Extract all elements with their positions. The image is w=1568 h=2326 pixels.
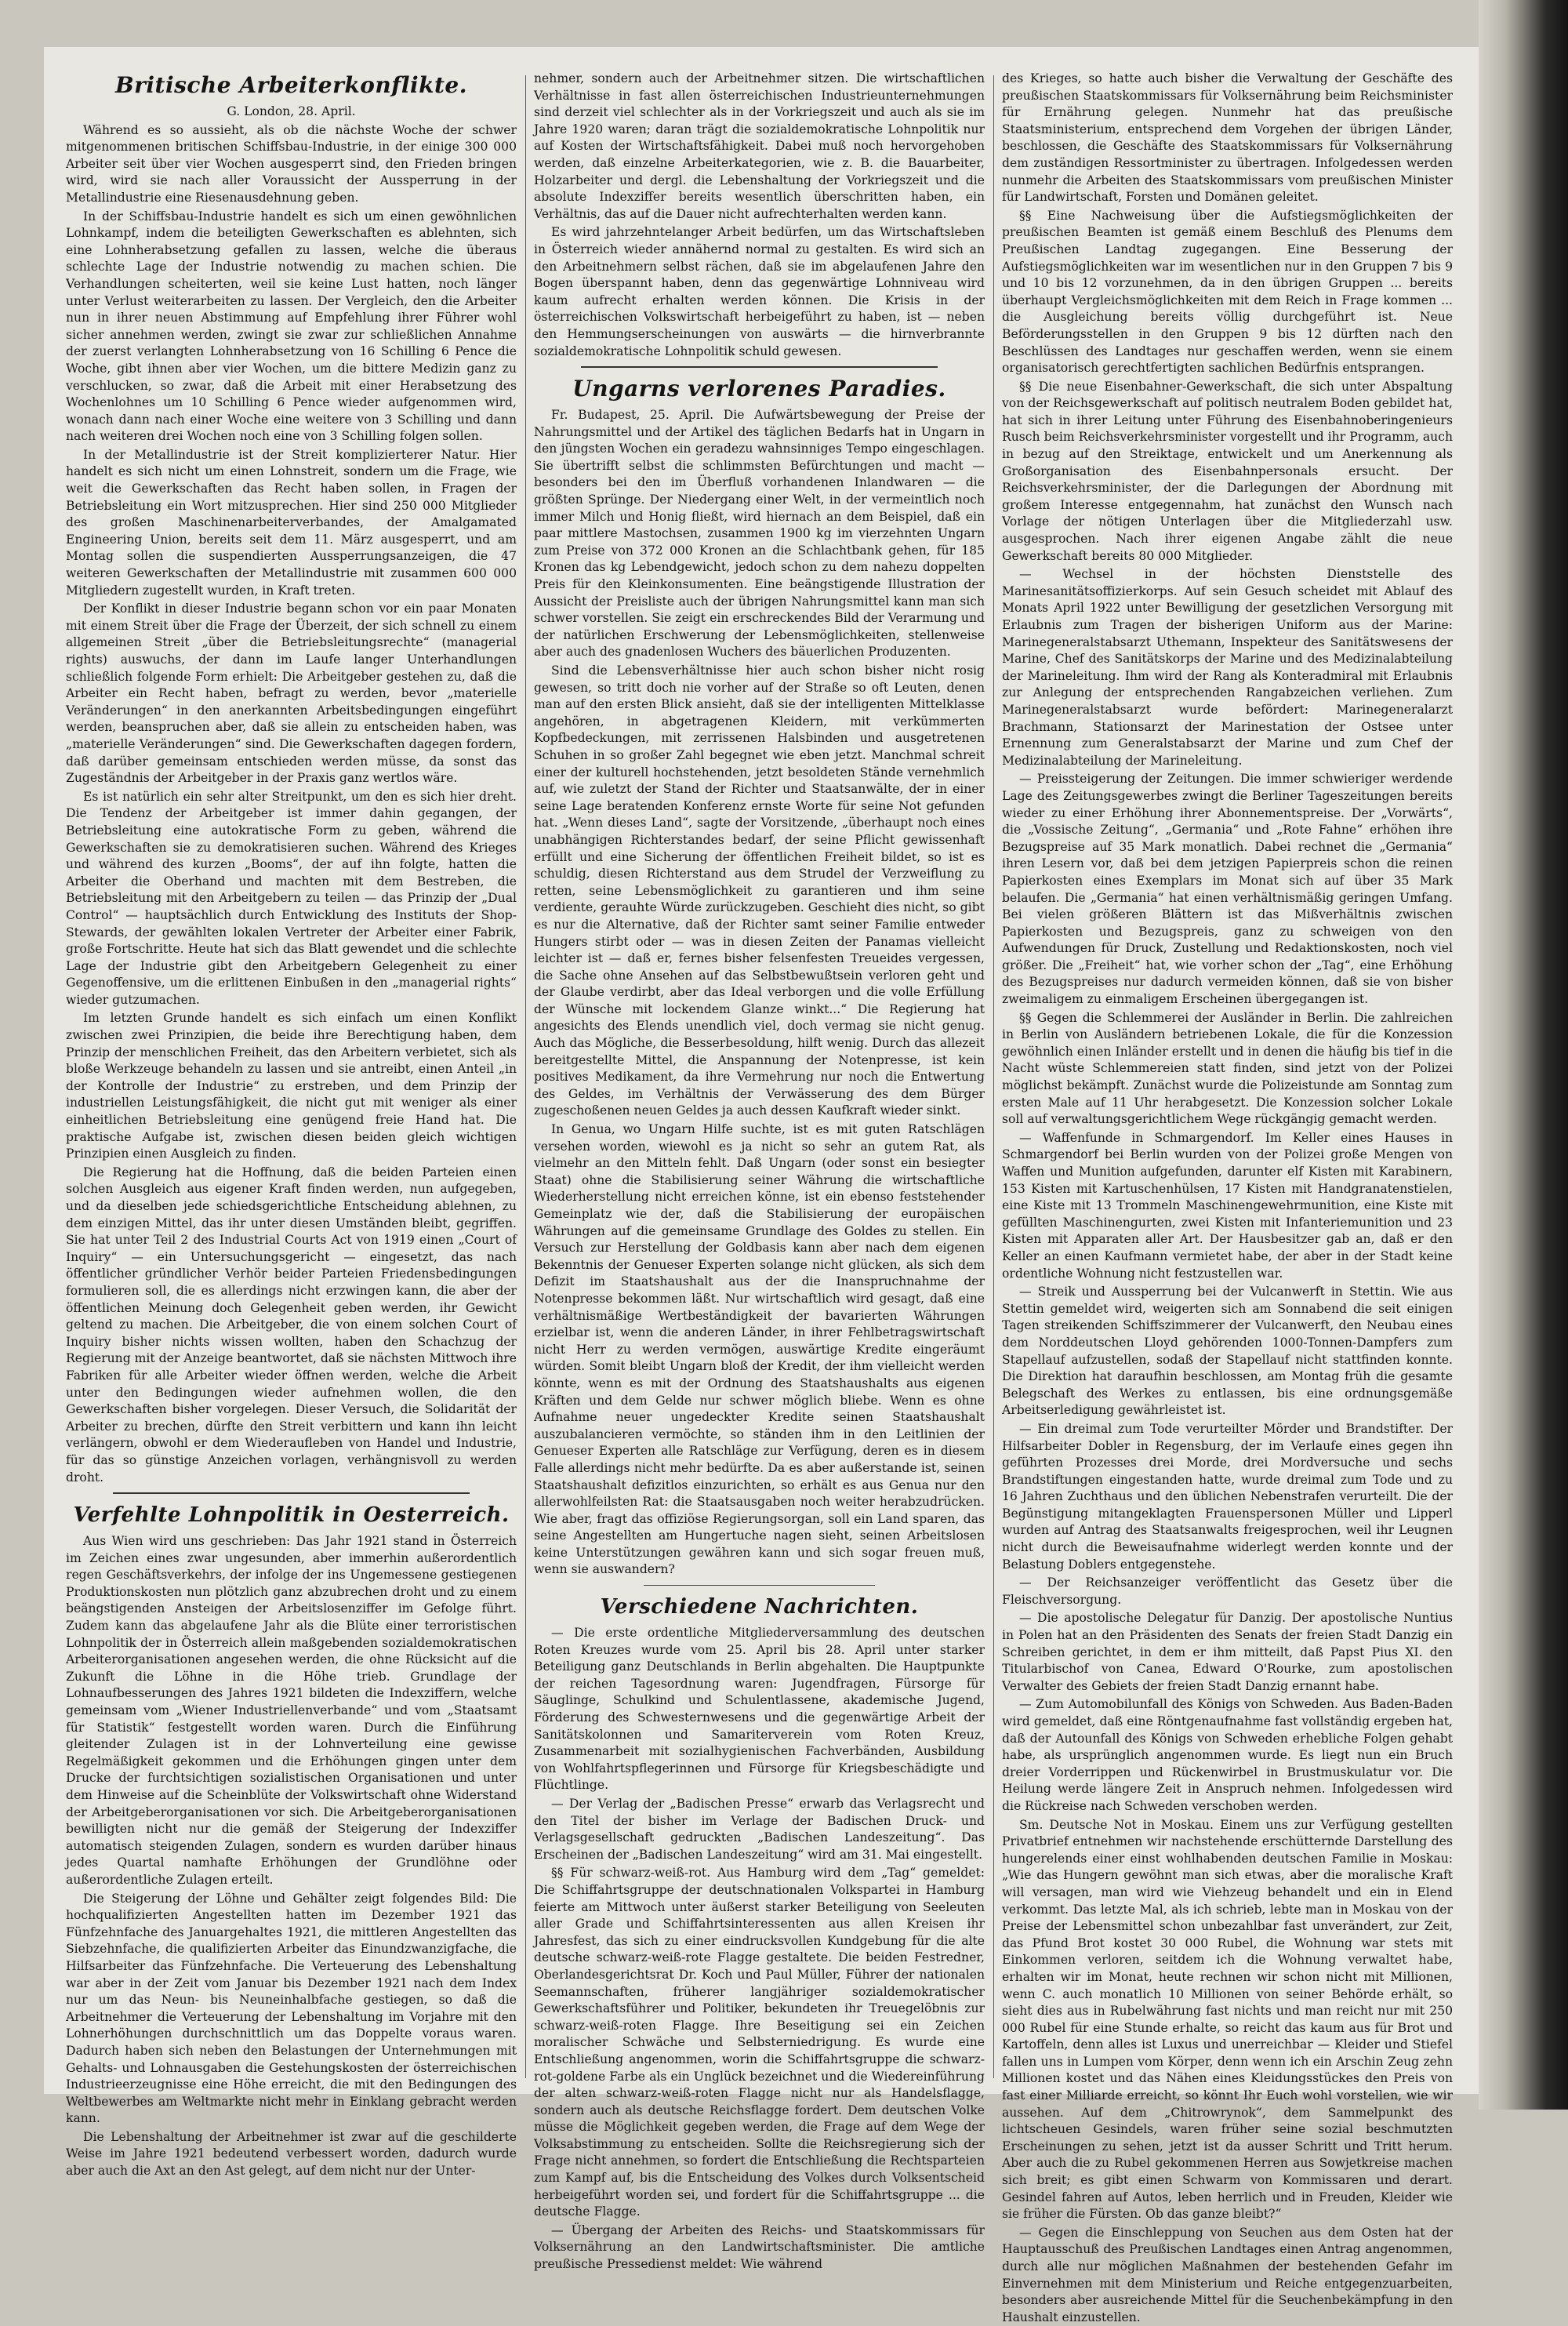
news-item: — Übergang der Arbeiten des Reichs- und Staatskommissars für Volksernährung an den Landwirtschaftsminister. Die amtliche preußische Pressedienst meldet: Wie während [534,2222,985,2272]
column-rule [993,75,994,2078]
news-item: — Ein dreimal zum Tode verurteilter Mörder und Brandstifter. Der Hilfsarbeiter Dobler in Regensburg, der im Verlaufe eines gegen ihn geführten Prozesses drei Morde, drei Mordversuche und sechs Brandstiftungen eingestanden hatte, wurde dreimal zum Tode und zu 16 Jahren Zuchthaus und den üblichen Nebenstrafen verurteilt. Die der Begünstigung mitangeklagten Frauenspersonen Müller und Lipperl wurden auf Antrag des Staatsanwalts freigesprochen, weil ihr Leugnen nicht durch die Beweisaufnahme widerlegt werden konnte und der Belastung Doblers entgegenstehe. [1002,1421,1453,1572]
column-3 [1002,71,1453,2324]
news-item: — Preissteigerung der Zeitungen. Die immer schwieriger werdende Lage des Zeitungsgewerbes zwingt die Berliner Tageszeitungen bereits wieder zu einer Erhöhung ihrer Abonnementspreise. Der „Vorwärts“, die „Vossische Zeitung“, „Germania“ und „Rote Fahne“ erhöhen ihre Bezugspreise auf 35 Mark monatlich. Dabei rechnet die „Germania“ ihren Lesern vor, daß bei dem jetzigen Papierpreis schon die reinen Papierkosten eines Exemplars im Monat sich auf über 35 Mark belaufen. Die „Germania“ hat einen verhältnismäßig geringen Umfang. Bei vielen größeren Blättern ist das Mißverhältnis zwischen Papierkosten und Bezugspreis, ganz zu schweigen von den Aufwendungen für Druck, Zustellung und Redaktionskosten, noch viel größer. Die „Freiheit“ hat, wie vorher schon der „Tag“, eine Erhöhung des Bezugspreises nur dadurch vermeiden können, daß sie von bisher zweimaligem zu einmaligem Erscheinen übergegangen ist. [1002,772,1453,1007]
news-item: — Gegen die Einschleppung von Seuchen aus dem Osten hat der Hauptausschuß des Preußischen Landtages einen Antrag angenommen, durch alle nur möglichen Maßnahmen der bestehenden Gefahr im Einvernehmen mit dem Ministerium und Reiche entgegenzuarbeiten, besonders aber ausreichende Mittel für die Seuchenbekämpfung in den Haushalt einzustellen. [1002,2225,1453,2324]
article-paragraph: nehmer, sondern auch der Arbeitnehmer sitzen. Die wirtschaftlichen Verhältnisse in fast allen österreichischen Industrieunternehmungen sind derzeit viel schlechter als in der Vorkriegszeit und auch als sie im Jahre 1920 waren; daran trägt die sozialdemokratische Lohnpolitik nur auf Kosten der Wirtschaftsfähigkeit. Dabei muß noch hervorgehoben werden, daß einzelne Arbeiterkategorien, wie z. B. die Bauarbeiter, Holzarbeiter und dergl. die Lebenshaltung der Vorkriegszeit und die absolute Indexziffer bereits wesentlich überschritten haben, ein Verhältnis, das auf die Dauer nicht aufrechterhalten werden kann. [534,71,985,221]
section-divider [113,1492,470,1494]
news-item: — Wechsel in der höchsten Dienststelle des Marinesanitätsoffizierkorps. Auf sein Gesuch scheidet mit Ablauf des Monats April 1922 unter Bewilligung der gesetzlichen Versorgung mit Erlaubnis zum Tragen der bisherigen Uniform aus der Marine: Marinegeneralstabsarzt Uthemann, Inspekteur des Sanitätswesens der Marine, Chef des Sanitätskorps der Marine und des Medizinalabteilung der Marineleitung. Ihm wird der Rang als Konteradmiral mit Erlaubnis zur Anlegung der entsprechenden Rangabzeichen verliehen. Zum Marinegeneralstabsarzt wurde befördert: Marinegeneralarzt Brachmann, Stationsarzt der Marinestation der Ostsee unter Ernennung zum Generalstabsarzt der Marine und zum Chef der Medizinalabteilung der Marineleitung. [1002,567,1453,768]
news-item: — Der Reichsanzeiger veröffentlicht das Gesetz über die Fleischversorgung. [1002,1576,1453,1607]
section-divider [581,366,938,368]
article-title: Britische Arbeiterkonflikte. [114,72,467,98]
article-paragraph: Im letzten Grunde handelt es sich einfach um einen Konflikt zwischen zwei Prinzipien, die beide ihre Berechtigung haben, dem Prinzip der menschlichen Freiheit, das den Arbeitern verbietet, sich als bloße Werkzeuge behandeln zu lassen und sie antreibt, einen Anteil „in der Kontrolle der Industrie“ zu erstreben, und dem Prinzip der industriellen Leistungsfähigkeit, die nicht gut mit weniger als einer einheitlichen Betriebsleitung eine genügend freie Hand hat. Die praktische Aufgabe ist, zwischen diesen beiden gleich wichtigen Prinzipien einen Ausgleich zu finden. [66,1011,517,1161]
article-title: Verschiedene Nachrichten. [600,1595,919,1619]
news-item: — Der Verlag der „Badischen Presse“ erwarb das Verlagsrecht und den Titel der bisher im Verlage der Badischen Druck- und Verlagsgesellschaft gedruckten „Badischen Landeszeitung“. Das Erscheinen der „Badischen Landeszeitung“ wird am 31. Mai eingestellt. [534,1797,985,1862]
news-item: Sm. Deutsche Not in Moskau. Einem uns zur Verfügung gestellten Privatbrief entnehmen wir nachstehende erschütternde Darstellung des hungerelends einer einst wohlhabenden deutschen Familie in Moskau: „Wie das Hungern gewöhnt man sich etwas, aber die moralische Kraft will versagen, man wird wie Viehzeug behandelt und ein in Elend verkommt. Das letzte Mal, als ich schrieb, lebte man in Moskau von der Preise der Lebensmittel schon unbezahlbar fast unverändert, zur Zeit, das Pfund Brot kostet 30 000 Rubel, die Wohnung war stets mit Einkommen verloren, seitdem ich die Wohnung verwaltet habe, erhalten wir im Monat, heute rechnen wir schon nicht mit Millionen, wenn C. auch monatlich 10 Millionen von seiner Behörde erhält, so sieht dies aus in Rubelwährung fast nichts und man reicht nur mit 250 000 Rubel für eine Stunde erhalte, so reicht das kaum aus für Brot und Kartoffeln, denn alles ist Luxus und unerreichbar — Kleider und Stiefel fallen uns in Lumpen vom Körper, denn wenn ich ein Arschin Zeug zehn Millionen kostet und das Nähen eines Kleidungsstückes den Preis von fast einer Milliarde erreicht, so könnt Ihr Euch wohl vorstellen, wie wir aussehen. Auf dem „Chitrowrynok“, dem Sammelpunkt des lichtscheuen Gesindels, waren früher seine sozial beschmutzten Erscheinungen zu sehen, jetzt ist da ausser Schritt und Tritt herum. Aber auch die zu Rubel gekommenen Herren aus Sowjetkreise machen sich breit; es gibt einen Schwarm von Kommissaren und derart. Gesindel fahren auf Autos, leben herrlich und in Freuden, Kleider wie sie früher die Fürsten. Ob das ganze bleibt?“ [1002,1817,1453,2222]
news-item: §§ Für schwarz-weiß-rot. Aus Hamburg wird dem „Tag“ gemeldet: Die Schiffahrtsgruppe der deutschnationalen Volkspartei in Hamburg feierte am Mittwoch unter äußerst starker Beteiligung von Seeleuten aller Grade und Schiffahrtsinteressenten aus allen Kreisen ihr Jahresfest, das sich zu einer eindrucksvollen Kundgebung für die alte deutsche schwarz-weiß-rote Flagge gestaltete. Die beiden Festredner, Oberlandesgerichtsrat Dr. Koch und Paul Müller, Führer der nationalen Seemannschaften, früherer langjähriger sozialdemokratischer Gewerkschaftsführer und Politiker, bekundeten ihr Treuegelöbnis zur schwarz-weiß-roten Flagge. Ihre Beseitigung sei ein Zeichen moralischer Schwäche und Selbsterniedrigung. Es wurde eine Entschließung angenommen, worin die Schiffahrtsgruppe die schwarz-rot-goldene Farbe als ein Unglück bezeichnet und die Wiedereinführung der alten schwarz-weiß-roten Flagge nicht nur als Handelsflagge, sondern auch als deutsche Reichsflagge fordert. Dem deutschen Volke müsse die Möglichkeit gegeben werden, die Frage auf dem Wege der Volksabstimmung zu entscheiden. Sollte die Reichsregierung sich der Frage nicht annehmen, so fordert die Entschließung die Rechtsparteien zum Kampf auf, bis die Entscheidung des Volkes durch Volksentscheid herbeigeführt worden sei, und fordert für die Schiffahrtsgruppe ... die deutsche Flagge. [534,1866,985,2219]
news-item: — Die erste ordentliche Mitgliederversammlung des deutschen Roten Kreuzes wurde vom 25. April bis 28. April unter starker Beteiligung ganz Deutschlands in Berlin abgehalten. Die Hauptpunkte der reichen Tagesordnung waren: Jugendfragen, Fürsorge für Säuglinge, Schulkind und Schulentlassene, akademische Jugend, Förderung des Schwesternwesens und die gegenwärtige Arbeit der Sanitätskolonnen und Samariterverein vom Roten Kreuz, Zusammenarbeit mit sozialhygienischen Fachverbänden, Ausbildung von Wohlfahrtspflegerinnen und Fürsorge für Kriegsbeschädigte und Flüchtlinge. [534,1626,985,1793]
news-item: §§ Gegen die Schlemmerei der Ausländer in Berlin. Die zahlreichen in Berlin von Ausländern betriebenen Lokale, die für die Konzession gewöhnlich einen Inländer erstellt und in denen die häufig bis tief in die Nacht wüste Schlemmereien statt finden, sind jetzt von der Polizei möglichst bekämpft. Zunächst wurde die Polizeistunde am Sonntag zum ersten Male auf 11 Uhr herabgesetzt. Die Konzession solcher Lokale soll auf verwaltungsgerichtlichem Wege rückgängig gemacht werden. [1002,1010,1453,1127]
article-paragraph: Fr. Budapest, 25. April. Die Aufwärtsbewegung der Preise der Nahrungsmittel und der Artikel des täglichen Bedarfs hat in Ungarn in den jüngsten Wochen ein geradezu wahnsinniges Tempo eingeschlagen. Sie übertrifft selbst die schlimmsten Befürchtungen und macht — besonders bei den im Überfluß vorhandenen Inlandwaren — die größten Sprünge. Der Niedergang einer Welt, in der vermeintlich noch immer Milch und Honig fließt, wird hiernach an dem Beispiel, daß ein paar mittlere Mastochsen, zusammen 1900 kg im vierzehnten Ungarn zum Preise von 372 000 Kronen an die Schlachtbank gehen, für 185 Kronen das kg Lebendgewicht, jedoch schon zu dem nahezu doppelten Preis für den Kleinkonsumenten. Eine beängstigende Illustration der Aussicht der Preisliste auch der übrigen Nahrungsmittel kann man sich schwer vorstellen. Sie zeigt ein erschreckendes Bild der Verarmung und der natürlichen Erschwerung der Lebensmöglichkeiten, stellenweise aber auch des gnadenlosen Wuchers des bäuerlichen Produzenten. [534,408,985,660]
newspaper-page [44,47,1479,2324]
article-paragraph: Der Konflikt in dieser Industrie begann schon vor ein paar Monaten mit einem Streit über die Frage der Überzeit, der sich schnell zu einem allgemeinen Streit „über die Betriebsleitungsrechte“ (managerial rights) auswuchs, der dann im Laufe langer Unterhandlungen schließlich folgende Form erhielt: Die Arbeitgeber gestehen zu, daß die Arbeiter ein Recht haben, befragt zu werden, bevor „materielle Veränderungen“ in den anerkannten Arbeitsbedingungen eingeführt werden, beanspruchen aber, daß sie allein zu entscheiden haben, was „materielle Veränderungen“ sind. Die Gewerkschaften dagegen fordern, daß darüber gemeinsam entschieden werden müsse, da sonst das Zugeständnis der Arbeitgeber in der Praxis ganz wertlos wäre. [66,601,517,786]
news-item: §§ Die neue Eisenbahner-Gewerkschaft, die sich unter Abspaltung von der Reichsgewerkschaft auf politisch neutralem Boden gebildet hat, hat sich in ihrer Leitung unter Führung des Eisenbahnoberingenieurs Rusch beim Reichsverkehrsminister vorgestellt und ihr Programm, auch in bezug auf den Streiktage, entwickelt und um Anerkennung als Großorganisation des Eisenbahnpersonals ersucht. Der Reichsverkehrsminister, der die Darlegungen der Abordnung mit großem Interesse entgegennahm, hat zunächst den Wunsch nach Vorlage der nötigen Unterlagen über die Mitgliederzahl usw. ausgesprochen. Nach ihrer eigenen Angabe zählt die neue Gewerkschaft bereits 80 000 Mitglieder. [1002,379,1453,563]
article-paragraph: Die Regierung hat die Hoffnung, daß die beiden Parteien einen solchen Ausgleich aus eigener Kraft finden werden, nun aufgegeben, und da dieselben jede schiedsgerichtliche Entscheidung ablehnen, zu dem einzigen Mittel, das ihr unter diesen Umständen bleibt, gegriffen. Sie hat unter Teil 2 des Industrial Courts Act von 1919 einen „Court of Inquiry“ — ein Untersuchungsgericht — eingesetzt, das nach öffentlicher gründlicher Verhör beider Parteien Friedensbedingungen formulieren soll, die es allerdings nicht erzwingen kann, die aber der öffentlichen Meinung doch Gelegenheit geben werden, ihr Gewicht geltend zu machen. Die Arbeitgeber, die von einem solchen Court of Inquiry bisher nichts wissen wollten, haben den Schachzug der Regierung mit der Anzeige beantwortet, daß sie nächsten Mittwoch ihre Fabriken für alle Arbeiter wieder öffnen werden, welche die Arbeit unter den Bedingungen wieder aufnehmen wollen, die den Gewerkschaften bisher vorgelegen. Dieser Versuch, die Solidarität der Arbeiter zu brechen, dürfte den Streit verbittern und kann ihn leicht verlängern, obwohl er dem Wiederaufleben von Handel und Industrie, für das so günstige Anzeichen vorlagen, verhängnisvoll zu werden droht. [66,1165,517,1485]
article-paragraph: In der Metallindustrie ist der Streit komplizierterer Natur. Hier handelt es sich nicht um einen Lohnstreit, sondern um die Frage, wie weit die Gewerkschaften das Recht haben sollen, in Fragen der Betriebsleitung ein Wort mitzusprechen. Hier sind 250 000 Mitglieder des großen Maschinenarbeiterverbandes, der Amalgamated Engineering Union, bereits seit dem 11. März ausgesperrt, und am Montag sollen die suspendierten Aussperrungsanzeigen, die 47 weiteren Gewerkschaften der Metallindustrie mit zusammen 600 000 Mitgliedern zugestellt wurden, in Kraft treten. [66,447,517,598]
article-title: Verfehlte Lohnpolitik in Oesterreich. [73,1503,510,1528]
news-item: — Die apostolische Delegatur für Danzig. Der apostolische Nuntius in Polen hat an den Präsidenten des Senats der freien Stadt Danzig ein Schreiben gerichtet, in dem er ihm mitteilt, daß Papst Pius XI. den Titularbischof von Canea, Edward O'Rourke, zum apostolischen Verwalter des Gebiets der freien Stadt Danzig ernannt habe. [1002,1611,1453,1693]
column-2 [534,71,985,2272]
news-item: des Krieges, so hatte auch bisher die Verwaltung der Geschäfte des preußischen Staatskommissars für Volksernährung beim Reichsminister für Ernährung gelegen. Nunmehr hat das preußische Staatsministerium, entsprechend dem Vorgehen der übrigen Länder, beschlossen, die Geschäfte des Staatskommissars für Volksernährung dem zuständigen Ressortminister zu übertragen. Infolgedessen werden nunmehr die Arbeiten des Staatskommissars vom preußischen Minister für Landwirtschaft, Forsten und Domänen geleitet. [1002,71,1453,205]
book-binding-edge [1479,0,1568,2110]
article-dateline: G. London, 28. April. [227,104,356,118]
article-paragraph: Die Steigerung der Löhne und Gehälter zeigt folgendes Bild: Die hochqualifizierten Angestellten hatten im Dezember 1921 das Fünfzehnfache des Januargehaltes 1921, die mittleren Angestellten das Siebzehnfache, die qualifizierten Arbeiter das Einundzwanzigfache, die Hilfsarbeiter das Fünfzehnfache. Die Verteuerung des Lebenshaltung war aber in der Zeit vom Januar bis Dezember 1921 nach dem Index nur um das Neun- bis Neuneinhalbfache gestiegen, so daß die Arbeitnehmer die Verteuerung der Lebenshaltung im Vorjahre mit den Lohnerhöhungen durchschnittlich um das Doppelte voraus waren. Dadurch haben sich neben den Belastungen der Unternehmungen mit Gehalts- und Lohnausgaben die Gestehungskosten der österreichischen Industrieerzeugnisse eine Höhe erreicht, die mit den Bedingungen des Weltbewerbes am Weltmarkte nicht mehr in Einklang gebracht werden kann. [66,1891,517,2126]
news-item: — Zum Automobilunfall des Königs von Schweden. Aus Baden-Baden wird gemeldet, daß eine Röntgenaufnahme fast vollständig ergeben hat, daß der Autounfall des Königs von Schweden erhebliche Folgen gehabt habe, als ursprünglich angenommen wurde. Es liegt nun ein Bruch dreier Vorderrippen und Rückenwirbel in Brustmuskulatur vor. Die Heilung werde längere Zeit in Anspruch nehmen. Infolgedessen wird die Rückreise nach Schweden verschoben werden. [1002,1697,1453,1813]
article-paragraph: In Genua, wo Ungarn Hilfe suchte, ist es mit guten Ratschlägen versehen worden, wiewohl es ja nicht so sehr an gutem Rat, als vielmehr an den Mitteln fehlt. Daß Ungarn (oder sonst ein besiegter Staat) ohne die Stabilisierung seiner Währung die wirtschaftliche Wiederherstellung nicht erreichen könne, ist ein ebenso feststehender Gemeinplatz wie der, daß die Stabilisierung der europäischen Währungen auf die gemeinsame Grundlage des Goldes zu stellen. Ein Versuch zur Herstellung der Goldbasis kann aber nach dem eigenen Bekenntnis der Genueser Experten solange nicht glücken, als sich dem Defizit im Staatshaushalt aus der die Inanspruchnahme der Notenpresse bekommen läßt. Nur wirtschaftlich wird gesagt, daß eine verhältnismäßige Wertbeständigkeit der bavarierten Währungen erzielbar ist, wenn die anderen Länder, in ihrer Fehlbetragswirtschaft nicht Herr zu werden vermögen, auswärtige Kredite eingeräumt würden. Somit bleibt Ungarn bloß der Kredit, der ihm vielleicht werden könnte, wenn es mit der Ordnung des Staatshaushalts aus eigenen Kräften und dem Gelde nur schwer möglich bliebe. Wenn es ohne Aufnahme neuer ungedeckter Kredite seinen Staatshaushalt auszubalancieren vermöchte, so ständen ihm in den Leitlinien der Genueser Experten alle Ratschläge zur Verfügung, deren es in diesem Falle allerdings nicht mehr bedürfte. Da es aber außerstande ist, seinen Staatshaushalt defizitlos einzurichten, so erhält es aus Genua nur den allerwohlfeilsten Rat: die Staatsausgaben noch weiter herabzudrücken. Wie aber, fragt das offiziöse Regierungsorgan, soll ein Land sparen, das seine Angestellten am Hungertuche nagen sieht, seinen Arbeitslosen keine Unterstützungen gewähren kann und sich sogar freuen muß, wenn sie auswandern? [534,1122,985,1577]
article-paragraph: Während es so aussieht, als ob die nächste Woche der schwer mitgenommenen britischen Schiffsbau-Industrie, in der einige 300 000 Arbeiter seit über vier Wochen ausgesperrt sind, den Frieden bringen wird, wird sie nach aller Voraussicht der Aussperrung in der Metallindustrie eine Riesenausdehnung geben. [66,122,517,205]
news-item: §§ Eine Nachweisung über die Aufstiegsmöglichkeiten der preußischen Beamten ist gemäß einem Beschluß des Plenums dem Preußischen Landtag zugegangen. Eine Besserung der Aufstiegsmöglichkeiten war im wesentlichen nur in den Gruppen 7 bis 9 und 10 bis 12 vorzunehmen, da in den übrigen Gruppen ... bereits überhaupt Vergleichsmöglichkeiten mit dem Reich in Frage kommen ... die Ausgleichung bereits völlig durchgeführt ist. Neue Beförderungsstellen in den Gruppen 9 bis 12 dürften nach den Beschlüssen des Landtages nur geschaffen werden, wenn sie einem organisatorisch gerechtfertigten sachlichen Bedürfnis entsprangen. [1002,208,1453,376]
article-paragraph: Sind die Lebensverhältnisse hier auch schon bisher nicht rosig gewesen, so tritt doch nie vorher auf der Straße so oft Leuten, denen man auf den ersten Blick ansieht, daß sie der intelligenten Mittelklasse angehören, in abgetragenen Kleidern, mit verkümmerten Kopfbedeckungen, mit zerrissenen Halsbinden und ausgetretenen Schuhen in so großer Zahl begegnet wie eben jetzt. Manchmal schreit einer der kulturell hochstehenden, jetzt besoldeten Stände vernehmlich auf, wie zuletzt der Stand der Richter und Staatsanwälte, der in einer seine Lage beratenden Konferenz ernste Worte für seine Not gefunden hat. „Wenn dieses Land“, sagte der Vorsitzende, „überhaupt noch eines unabhängigen Richterstandes bedarf, der seine Pflicht gewissenhaft erfüllt und eine Sicherung der öffentlichen Freiheit bildet, so ist es schuldig, diesen Richterstand aus dem Strudel der Verzweiflung zu retten, seine Lebensmöglichkeit zu garantieren und ihm seine verdiente, gerauhte Würde zurückzugeben. Geschieht dies nicht, so gibt es nur die Alternative, daß der Richter samt seiner Familie entweder Hungers stirbt oder — was in diesen Zeiten der Panamas vielleicht leichter ist — daß er, fernes bisher felsenfesten Treueides vergessen, die Sache ohne Ansehen auf das Selbstbewußtsein verloren geht und der Glaube verdirbt, aber das Ideal verborgen und die volle Erfüllung der Wünsche mit lockendem Glanze winkt...“ Die Regierung hat angesichts des Elends unendlich viel, doch vermag sie nicht genug. Auch das Mögliche, die Besserbesoldung, hilft wenig. Durch das allezeit bereitgestellte Mittel, die Anspannung der Notenpresse, ist kein positives Medikament, da ihre Vermehrung nur noch die Entwertung des Geldes, im Verhältnis der Verwässerung des dem Bürger zugeschoßenen neuen Geldes ja auch dessen Kaufkraft wieder sinkt. [534,663,985,1118]
column-1 [66,71,517,2179]
article-title: Ungarns verlorenes Paradies. [572,376,946,402]
article-paragraph: In der Schiffsbau-Industrie handelt es sich um einen gewöhnlichen Lohnkampf, indem die beteiligten Gewerkschaften es ablehnten, sich eine Lohnherabsetzung gefallen zu lassen, welche die überaus schlechte Lage der Industrie notwendig zu machen schien. Die Verhandlungen scheiterten, weil sie keine Lust hatten, noch länger unter Verlust weiterarbeiten zu lassen. Der Vergleich, den die Arbeiter nun in ihrer neuen Abstimmung auf Empfehlung ihrer Führer wohl sicher annehmen werden, zwingt sie zwar zur schließlichen Annahme der zuerst verlangten Lohnherabsetzung von 16 Schilling 6 Pence die Woche, gibt ihnen aber vier Wochen, um die bittere Medizin ganz zu verschlucken, so zwar, daß die Arbeit mit einer Herabsetzung des Wochenlohnes um 10 Schilling 6 Pence wieder aufgenommen wird, wonach dann nach einer Woche eine weitere von 3 Schilling und dann nach weiteren drei Wochen noch eine von 3 Schilling folgen sollen. [66,209,517,444]
article-paragraph: Die Lebenshaltung der Arbeitnehmer ist zwar auf die geschilderte Weise im Jahre 1921 bedeutend verbessert worden, dadurch wurde aber auch die Axt an den Ast gelegt, auf dem nicht nur der Unter- [66,2129,517,2179]
section-divider [644,1585,875,1586]
article-paragraph: Es ist natürlich ein sehr alter Streitpunkt, um den es sich hier dreht. Die Tendenz der Arbeitgeber ist immer dahin gegangen, der Betriebsleitung eine autokratische Form zu geben, während die Gewerkschaften sie zu demokratisieren suchen. Während des Krieges und während des kurzen „Booms“, der auf ihn folgte, hatten die Arbeiter die Oberhand und machten mit dem Bestreben, die Betriebsleitung mit den Arbeitgebern zu teilen — das Prinzip der „Dual Control“ — hauptsächlich durch Entwicklung des Instituts der Shop-Stewards, der gewählten lokalen Vertreter der Arbeiter einer Fabrik, große Fortschritte. Heute hat sich das Blatt gewendet und die schlechte Lage der Industrie gibt den Arbeitgebern Gelegenheit zu einer Gegenoffensive, um die erlittenen Einbußen in den „managerial rights“ wieder gutzumachen. [66,789,517,1007]
news-item: — Waffenfunde in Schmargendorf. Im Keller eines Hauses in Schmargendorf bei Berlin wurden von der Polizei große Mengen von Waffen und Munition aufgefunden, darunter elf Kisten mit Karabinern, 153 Kisten mit Kartuschenhülsen, 17 Kisten mit Handgranatenstielen, eine Kiste mit 13 Trommeln Maschinengewehrmunition, eine Kiste mit gefüllten Maschinengurten, zwei Kisten mit Infanteriemunition und 23 Kisten mit Apparaten aller Art. Der Hausbesitzer gab an, daß er den Keller an einen Kaufmann vermietet habe, der aber in der Stadt keine ordentliche Wohnung nicht festzustellen war. [1002,1130,1453,1281]
news-item: — Streik und Aussperrung bei der Vulcanwerft in Stettin. Wie aus Stettin gemeldet wird, weigerten sich am Sonnabend die seit einigen Tagen streikenden Schiffszimmerer der Vulcanwerft, den Neubau eines dem Norddeutschen Lloyd gehörenden 1000-Tonnen-Dampfers zum Stapellauf aufzustellen, sodaß der Stapellauf nicht stattfinden konnte. Die Direktion hat daraufhin beschlossen, am Montag früh die gesamte Belegschaft des Werkes zu entlassen, bis eine ordnungsgemäße Arbeitserledigung gewährleistet ist. [1002,1285,1453,1418]
column-rule [525,75,526,2078]
article-paragraph: Aus Wien wird uns geschrieben: Das Jahr 1921 stand in Österreich im Zeichen eines zwar ungesunden, aber immerhin außerordentlich regen Geschäftsverkehrs, der infolge der ins Ungemessene gestiegenen Produktionskosten nun plötzlich ganz abzubrechen droht und zu einem beängstigenden Ansteigen der Arbeitslosenziffer im Gefolge führt. Zudem kann das abgelaufene Jahr als die Blüte einer terroristischen Lohnpolitik der in Österreich allein maßgebenden sozialdemokratischen Arbeiterorganisationen angesehen werden, die ohne Rücksicht auf die Zukunft die Löhne in die Höhe trieb. Grundlage der Lohnaufbesserungen des Jahres 1921 bildeten die Indexziffern, welche gemeinsam vom „Wiener Industriellenverbande“ und vom „Staatsamt für Statistik“ festgestellt worden waren. Durch die Einführung gleitender Zulagen ist in der Lohnverteilung eine gewisse Regelmäßigkeit gekommen und die Erhöhungen gingen unter dem Drucke der furchtsichtigen sozialistischen Organisationen und unter dem Hinweise auf die Scheinblüte der Volkswirtschaft ohne Widerstand der Arbeitgeberorganisationen vor sich. Die Arbeitgeberorganisationen bewilligten nicht nur die gemäß der Steigerung der Indexziffer automatisch steigenden Zulagen, sondern es wurden darüber hinaus jedes Quartal namhafte Erhöhungen der Grundlöhne oder außerordentliche Zulagen erteilt. [66,1534,517,1887]
article-paragraph: Es wird jahrzehntelanger Arbeit bedürfen, um das Wirtschaftsleben in Österreich wieder annähernd normal zu gestalten. Es wird sich an den Arbeitnehmern selbst rächen, daß sie im abgelaufenen Jahre den Bogen überspannt haben, denn das gegenwärtige Lohnniveau wird kaum aufrecht erhalten werden können. Die Krisis in der österreichischen Volkswirtschaft herbeigeführt zu haben, ist — neben den Hemmungserscheinungen von auswärts — die hirnverbrannte sozialdemokratische Lohnpolitik schuld gewesen. [534,225,985,358]
